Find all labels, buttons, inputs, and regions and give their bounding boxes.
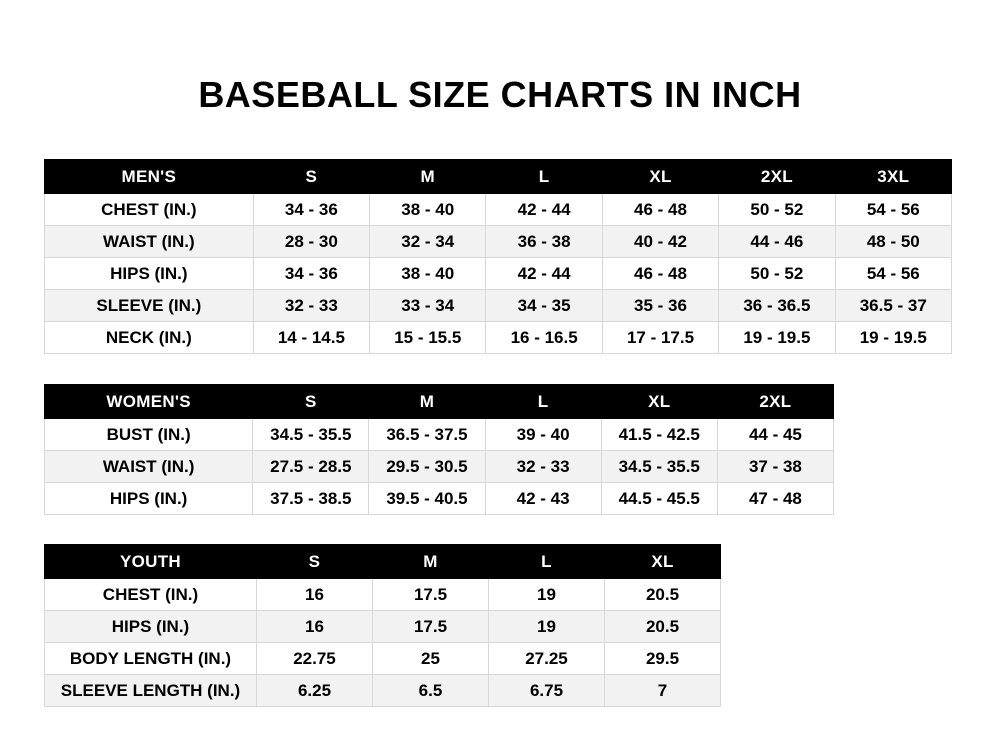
table-cell: 34 - 35 <box>486 290 602 322</box>
table-cell: 39.5 - 40.5 <box>369 483 485 515</box>
table-cell: 17 - 17.5 <box>602 322 718 354</box>
table-header-row <box>45 545 721 579</box>
table-cell: 6.5 <box>373 675 489 707</box>
table-cell: 38 - 40 <box>370 194 486 226</box>
table-row <box>45 611 721 643</box>
table-cell: 32 - 34 <box>370 226 486 258</box>
column-header: S <box>253 160 369 194</box>
table-cell: 34.5 - 35.5 <box>253 419 369 451</box>
table-cell: 44 - 45 <box>717 419 833 451</box>
table-cell: 36 - 38 <box>486 226 602 258</box>
column-header: 2XL <box>717 385 833 419</box>
table-cell: 17.5 <box>373 579 489 611</box>
table-cell: 42 - 43 <box>485 483 601 515</box>
table-cell: 36.5 - 37 <box>835 290 951 322</box>
table-cell: 32 - 33 <box>253 290 369 322</box>
table-cell: 37 - 38 <box>717 451 833 483</box>
table-cell: 42 - 44 <box>486 194 602 226</box>
column-header: L <box>489 545 605 579</box>
page-title: BASEBALL SIZE CHARTS IN INCH <box>198 74 802 115</box>
column-header: 3XL <box>835 160 951 194</box>
row-label: CHEST (IN.) <box>45 579 257 611</box>
table-row <box>45 451 834 483</box>
table-header-row <box>45 160 952 194</box>
column-header: L <box>485 385 601 419</box>
table-cell: 25 <box>373 643 489 675</box>
column-header: XL <box>605 545 721 579</box>
column-header: M <box>369 385 485 419</box>
table-cell: 27.5 - 28.5 <box>253 451 369 483</box>
table-cell: 54 - 56 <box>835 258 951 290</box>
table-cell: 33 - 34 <box>370 290 486 322</box>
table-cell: 20.5 <box>605 579 721 611</box>
table-cell: 27.25 <box>489 643 605 675</box>
column-header: WOMEN'S <box>45 385 253 419</box>
column-header: S <box>253 385 369 419</box>
table-cell: 16 - 16.5 <box>486 322 602 354</box>
column-header: MEN'S <box>45 160 254 194</box>
table-cell: 36 - 36.5 <box>719 290 835 322</box>
table-cell: 16 <box>257 611 373 643</box>
table-cell: 37.5 - 38.5 <box>253 483 369 515</box>
table-row <box>45 419 834 451</box>
table-cell: 19 <box>489 579 605 611</box>
table-row <box>45 675 721 707</box>
row-label: BUST (IN.) <box>45 419 253 451</box>
row-label: WAIST (IN.) <box>45 226 254 258</box>
column-header: M <box>370 160 486 194</box>
table-row <box>45 226 952 258</box>
table-cell: 19 <box>489 611 605 643</box>
table-cell: 46 - 48 <box>602 258 718 290</box>
row-label: BODY LENGTH (IN.) <box>45 643 257 675</box>
table-cell: 29.5 <box>605 643 721 675</box>
table-cell: 48 - 50 <box>835 226 951 258</box>
table-cell: 17.5 <box>373 611 489 643</box>
column-header: M <box>373 545 489 579</box>
table-cell: 44 - 46 <box>719 226 835 258</box>
table-header-row <box>45 385 834 419</box>
table-cell: 19 - 19.5 <box>719 322 835 354</box>
table-row <box>45 290 952 322</box>
table-cell: 35 - 36 <box>602 290 718 322</box>
table-cell: 32 - 33 <box>485 451 601 483</box>
table-cell: 16 <box>257 579 373 611</box>
column-header: XL <box>602 160 718 194</box>
table-cell: 42 - 44 <box>486 258 602 290</box>
table-cell: 50 - 52 <box>719 194 835 226</box>
row-label: NECK (IN.) <box>45 322 254 354</box>
row-label: HIPS (IN.) <box>45 258 254 290</box>
table-cell: 36.5 - 37.5 <box>369 419 485 451</box>
column-header: L <box>486 160 602 194</box>
table-cell: 6.75 <box>489 675 605 707</box>
row-label: HIPS (IN.) <box>45 483 253 515</box>
column-header: YOUTH <box>45 545 257 579</box>
table-cell: 22.75 <box>257 643 373 675</box>
table-row <box>45 322 952 354</box>
column-header: 2XL <box>719 160 835 194</box>
table-cell: 6.25 <box>257 675 373 707</box>
table-cell: 7 <box>605 675 721 707</box>
row-label: WAIST (IN.) <box>45 451 253 483</box>
table-cell: 14 - 14.5 <box>253 322 369 354</box>
table-cell: 28 - 30 <box>253 226 369 258</box>
table-cell: 39 - 40 <box>485 419 601 451</box>
table-row <box>45 579 721 611</box>
row-label: CHEST (IN.) <box>45 194 254 226</box>
table-cell: 47 - 48 <box>717 483 833 515</box>
column-header: XL <box>601 385 717 419</box>
size-tables-container <box>0 159 1000 707</box>
row-label: SLEEVE (IN.) <box>45 290 254 322</box>
table-cell: 41.5 - 42.5 <box>601 419 717 451</box>
table-row <box>45 194 952 226</box>
table-cell: 40 - 42 <box>602 226 718 258</box>
table-row <box>45 258 952 290</box>
table-cell: 34 - 36 <box>253 194 369 226</box>
table-row <box>45 483 834 515</box>
womens-size-table <box>44 384 834 515</box>
table-cell: 50 - 52 <box>719 258 835 290</box>
table-row <box>45 643 721 675</box>
mens-size-table <box>44 159 952 354</box>
table-cell: 29.5 - 30.5 <box>369 451 485 483</box>
youth-size-table <box>44 544 721 707</box>
table-cell: 34 - 36 <box>253 258 369 290</box>
column-header: S <box>257 545 373 579</box>
table-cell: 19 - 19.5 <box>835 322 951 354</box>
table-cell: 15 - 15.5 <box>370 322 486 354</box>
row-label: SLEEVE LENGTH (IN.) <box>45 675 257 707</box>
table-cell: 46 - 48 <box>602 194 718 226</box>
table-cell: 34.5 - 35.5 <box>601 451 717 483</box>
table-cell: 44.5 - 45.5 <box>601 483 717 515</box>
table-cell: 38 - 40 <box>370 258 486 290</box>
row-label: HIPS (IN.) <box>45 611 257 643</box>
table-cell: 20.5 <box>605 611 721 643</box>
table-cell: 54 - 56 <box>835 194 951 226</box>
